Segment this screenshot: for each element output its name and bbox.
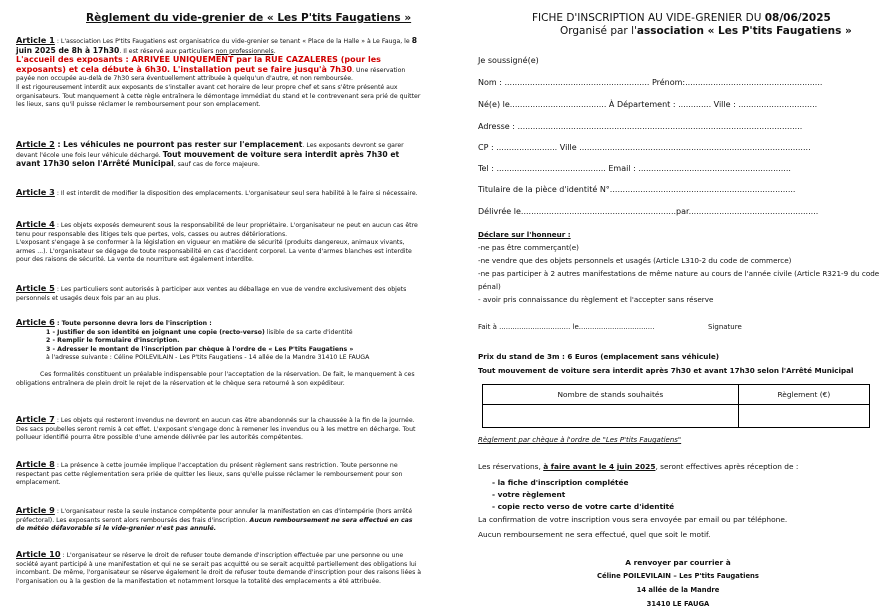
signature-label: Signature <box>708 323 742 331</box>
confirmation-note: La confirmation de votre inscription vous sera envoyée par email ou par téléphone. <box>478 515 788 524</box>
article-2: Article 2 : Les véhicules ne pourront pas rester sur l'emplacement. Les exposants devront se garer devant l'école une fois leur véhicule déchargé. Tout mouvement de voiture sera interdit après 7h30 et avant 17h30 selon l'Arrêté Municipal, sauf cas de force majeure. <box>16 139 404 169</box>
payment-input[interactable] <box>738 405 869 428</box>
article-1: Article 1 : L'association Les P'tits Faugatiens est organisatrice du vide-grenier se tenant « Place de la Halle » à Le Fauga, le 8 juin 2025 de 8h à 17h30. Il est réservé aux particuliers non professionnels. L'accueil des exposants : ARRIVEE UNIQUEMENT par la RUE CAZALERES (pour les exposants) et cela débute à 6h30. L'installation peut se faire jusqu'à 7h30. Une réservation payée non occupée au-delà de 7h30 sera éventuellement attribuée à quelqu'un d'autre, et non remboursée. Il est rigoureusement interdit aux exposants de s'installer avant cet horaire de leur propre chef et sans s'être présenté aux organisateurs. Tout manquement à cette règle entraînera le démontage immédiat du stand et le contrevenant sera prié de quitter les lieux, sans qu'il puisse réclamer le remboursement pour son emplacement. <box>16 35 421 109</box>
id-number-field[interactable]: Titulaire de la pièce d'identité N°......................................................................... <box>478 185 796 194</box>
article-4: Article 4 : Les objets exposés demeurent sous la responsabilité de leur propriétaire. L'organisateur ne peut en aucun cas être tenu pour responsable des litiges tels que pertes, vols, casses ou autres détériorations. L'exposant s'engage à se conformer à la législation en vigueur en matière de sécurité (produits dangereux, animaux vivants, armes ...). L'organisateur se dégage de toute responsabilité en cas d'accident corporel. La vente d'armes blanches est interdite pour des raisons de sécurité. La vente de nourriture est également interdite. <box>16 219 418 264</box>
address-line-1: Céline POILEVILAIN – Les P'tits Faugatiens <box>597 572 759 580</box>
price-info: Prix du stand de 3m : 6 Euros (emplacement sans véhicule) <box>478 352 720 361</box>
article-6: Article 6 : Toute personne devra lors de l'inscription : 1 - Justifier de son identité en joignant une copie (recto-verso) lisible de sa carte d'identité 2 - Remplir le formulaire d'inscription. 3 - Adresser le montant de l'inscription par chèque à l'ordre de « Les P'tits Faugatiens » à l'adresse suivante : Céline POILEVILAIN - Les P'tits Faugatiens - 14 allée de la Mandre 31410 LE FAUGA Ces formalités constituent un préalable indispensable pour l'acceptation de la réservation. De fait, le manquement à ces obligations entraînera de plein droit le rejet de la réservation et le chèque sera retourné à son expéditeur. <box>16 317 415 387</box>
birth-field[interactable]: Né(e) le...................................... À Département : ............. Ville : ............................... <box>478 100 818 109</box>
requirements-list: - la fiche d'inscription complétée - votre règlement - copie recto verso de votre carte d'identité <box>492 478 675 511</box>
return-heading: A renvoyer par courrier à <box>625 558 731 567</box>
place-date-field[interactable]: Fait à ................................ le.................................. <box>478 323 655 331</box>
article-3: Article 3 : Il est interdit de modifier la disposition des emplacements. L'organisateur seul sera habilité à le faire si nécessaire. <box>16 187 418 197</box>
refund-note: Aucun remboursement ne sera effectué, quel que soit le motif. <box>478 530 711 539</box>
form-subtitle: Organisé par l'association « Les P'tits Faugatiens » <box>560 25 852 37</box>
soussigne-field[interactable]: Je soussigné(e) <box>478 56 539 65</box>
stands-table <box>482 384 870 428</box>
stands-header: Nombre de stands souhaités <box>483 385 739 405</box>
article-10: Article 10 : L'organisateur se réserve le droit de refuser toute demande d'inscription effectuée par une personne ou une société ayant participé à une manifestation et qui ne se serait pas acquitté ou se serait acquitté partiellement des obligations lui incombant. De même, l'organisateur se réserve également le droit de refuser toute demande d'inscription pour des raisons liées à l'organisation ou à la gestion de la manifestation et notamment lorsque la totalité des emplacements a été attribuée. <box>16 549 422 585</box>
arrival-notice: L'accueil des exposants : ARRIVEE UNIQUEMENT par la RUE CAZALERES (pour les exposants) et cela débute à 6h30. <box>16 55 381 74</box>
address-line-3: 31410 LE FAUGA <box>646 600 710 608</box>
issued-field[interactable]: Délivrée le.............................................................par................................................... <box>478 207 819 216</box>
article-9: Article 9 : L'organisateur reste la seule instance compétente pour annuler la manifestation en cas d'intempérie (hors arrêté préfectoral). Les exposants seront alors remboursés des frais d'inscription. Aucun remboursement ne sera effectué en cas de météo défavorable si le vide-grenier n'est pas annulé. <box>16 505 413 533</box>
cp-city-field[interactable]: CP : ........................ Ville ........................................................................................... <box>478 143 811 152</box>
article-5: Article 5 : Les particuliers sont autorisés à participer aux ventes au déballage en vue de vendre exclusivement des objets personnels et usagés deux fois par an au plus. <box>16 283 407 302</box>
address-line-2: 14 allée de la Mandre <box>636 586 720 594</box>
traffic-notice: Tout mouvement de voiture sera interdit après 7h30 et avant 17h30 selon l'Arrêté Municipal <box>478 366 854 375</box>
phone-email-field[interactable]: Tel : ........................................... Email : ............................................................ <box>478 164 791 173</box>
declaration: Déclare sur l'honneur : -ne pas être commerçant(e) -ne vendre que des objets personnels et usagés (Article L310-2 du code de commerce) -ne pas participer à 2 autres manifestations de même nature au cours de l'année civile (Article R321-9 du code pénal) - avoir pris connaissance du règlement et l'accepter sans réserve <box>478 230 880 304</box>
name-field[interactable]: Nom : ......................................................... Prénom:...................................................... <box>478 78 823 87</box>
article-1-heading: Article 1 <box>16 35 55 45</box>
stands-input[interactable] <box>483 405 739 428</box>
form-title: FICHE D'INSCRIPTION AU VIDE-GRENIER DU 08/06/2025 <box>532 12 831 24</box>
address-field[interactable]: Adresse : ................................................................................................................ <box>478 122 803 131</box>
cheque-note: Règlement par chèque à l'ordre de "Les P'tits Faugatiens" <box>478 436 682 444</box>
payment-header: Règlement (€) <box>738 385 869 405</box>
reservations-note: Les réservations, à faire avant le 4 juin 2025, seront effectives après réception de : <box>478 462 799 471</box>
rules-title: Règlement du vide-grenier de « Les P'tits Faugatiens » <box>86 12 412 24</box>
article-8: Article 8 : La présence à cette journée implique l'acceptation du présent règlement sans restriction. Toute personne ne respectant pas cette réglementation sera priée de quitter les lieux, sans qu'elle puisse réclamer le remboursement pour son emplacement. <box>16 459 403 487</box>
article-7: Article 7 : Les objets qui resteront invendus ne devront en aucun cas être abandonnés sur la chaussée à la fin de la journée. Des sacs poubelles seront remis à cet effet. L'exposant s'engage donc à remener les invendus ou à les mettre en décharge. Tout pollueur identifié pourra être possible d'une amende délivrée par les autorités compétentes. <box>16 414 416 442</box>
